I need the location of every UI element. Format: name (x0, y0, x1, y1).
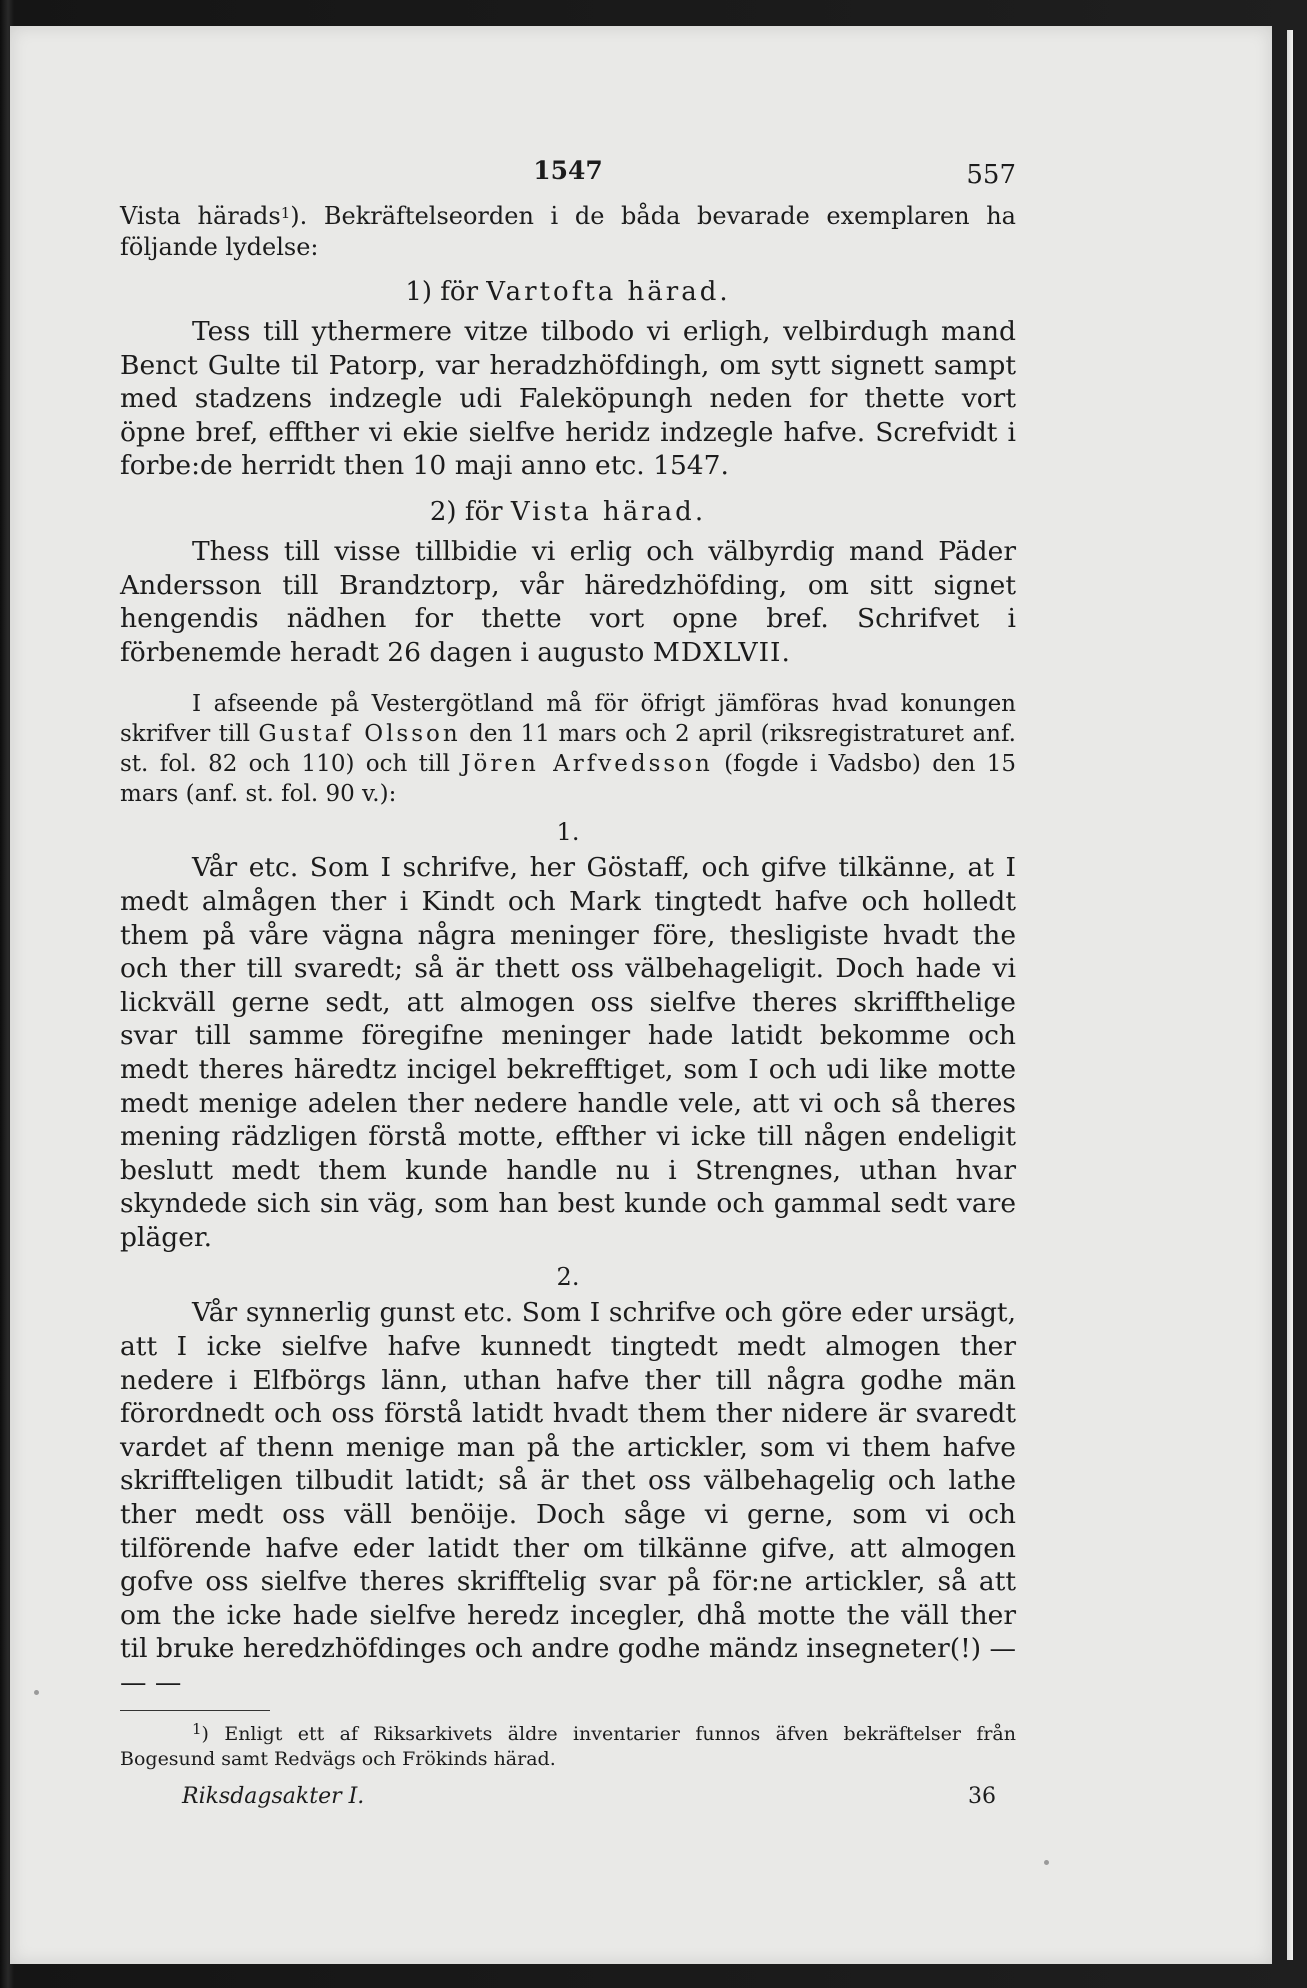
footnote-text: ) Enligt ett af Riksarkivets äldre inventarier funnos äfven bekräftelser från Bogesund samt Redvägs och Frökinds härad. (120, 1722, 1016, 1770)
letter-2-paragraph: Vår synnerlig gunst etc. Som I schrifve och göre eder ursägt, att I icke sielfve hafve kunnedt tingtedt medt almogen ther nedere i Elfbörgs länn, uthan hafve ther till några godhe män förordnedt och oss förstå latidt hvadt them ther nidere är svaredt vardet af thenn menige man på the artickler, som vi them hafve skriffteligen tilbudit latidt; så är thet oss välbehagelig och lathe ther medt oss väll benöije. Doch såge vi gerne, som vi och tilförende hafve eder latidt ther om tilkänne gifve, att almogen gofve oss sielfve theres skrifftelig svar på för:ne artickler, så att om the icke hade sielfve heredz incegler, dhå motte the väll ther til bruke heredzhöfdinges och andre godhe mändz insegneter(!) — — — (120, 1297, 1016, 1698)
section-2-date: MDXLVII. (652, 636, 791, 668)
section-1-paragraph: Tess till ythermere vitze tilbodo vi erligh, velbirdugh mand Benct Gulte til Patorp, var heradzhöfdingh, om sytt signett sampt med stadzens indzegle udi Faleköpungh neden for thette vort öpne bref, effther vi ekie sielfve heridz indzegle hafve. Screfvidt i forbe:de herridt then 10 maji anno etc. 1547. (120, 316, 1016, 482)
intro-text: Vista härads (120, 202, 281, 230)
footnote-rule (120, 1710, 270, 1711)
section-2-heading (120, 495, 1016, 529)
running-head-year: 1547 (533, 156, 603, 185)
footnote-marker: 1 (280, 204, 291, 222)
editor-note-name-b: Jören Arfvedsson (461, 751, 713, 778)
section-1-place: Vartofta härad. (486, 277, 731, 307)
section-1-number: 1) för (405, 277, 487, 307)
letter-1-paragraph: Vår etc. Som I schrifve, her Göstaff, och gifve tilkänne, at I medt almågen ther i Kindt och Mark tingtedt hafve och holledt them på våre vägna några meninger före, thesligiste hvadt the och ther till svaredt; så är thett oss välbehageligit. Doch hade vi lickväll gerne sedt, att almogen oss sielfve theres skriffthelige svar till samme föregifne meninger hade latidt bekomme och medt theres häredtz incigel bekrefftiget, som I och udi like motte medt menige adelen ther nedere handle vele, att vi och så theres mening rädzligen förstå motte, effther vi icke till någen endeligit beslutt medt them kunde handle nu i Strengnes, uthan hvar skyndede sich sin väg, som han best kunde och gammal sedt vare pläger. (120, 852, 1016, 1253)
section-2-paragraph (120, 535, 1016, 669)
running-head (120, 150, 1016, 194)
editor-note-text-c: (fogde i Vadsbo) den 15 mars (anf. st. fol. 90 v.): (120, 751, 1016, 808)
section-2-number: 2) för (429, 496, 511, 527)
intro-paragraph (120, 198, 1016, 263)
letter-1-number: 1. (556, 818, 580, 847)
signature-label: Riksdagsakter I. (182, 1783, 365, 1809)
editor-note (120, 689, 1016, 809)
sheet-number: 36 (968, 1783, 996, 1809)
page-edge (1287, 30, 1293, 1960)
editor-note-name-a: Gustaf Olsson (258, 721, 461, 748)
editor-note-text: I afseende på Vestergötland må för öfrigt jämföras hvad konungen skrifver till (120, 691, 1016, 748)
margin-speck (1044, 1860, 1049, 1865)
section-1-heading (120, 275, 1016, 309)
page-footer (120, 1784, 1016, 1824)
margin-speck (34, 1690, 39, 1695)
letter-2-number: 2. (556, 1263, 580, 1292)
editor-note-text-b: den 11 mars och 2 april (riksregistraturet anf. st. fol. 82 och 110) och till (120, 721, 1016, 778)
section-2-place: Vista härad. (510, 496, 707, 527)
footnote (120, 1717, 1016, 1772)
page-content (120, 150, 1016, 1824)
page-number: 557 (966, 160, 1016, 190)
intro-text-continued: ). Bekräftelseorden i de båda bevarade exemplaren ha följande lydelse: (120, 202, 1016, 261)
footnote-number: 1 (192, 1719, 202, 1738)
section-2-text: Thess till visse tillbidie vi erlig och välbyrdig mand Päder Andersson till Brandztorp, vår häredzhöfding, om sitt signet hengendis nädhen for thette vort opne bref. Schrifvet i förbenemde heradt 26 dagen i augusto (120, 535, 1016, 668)
